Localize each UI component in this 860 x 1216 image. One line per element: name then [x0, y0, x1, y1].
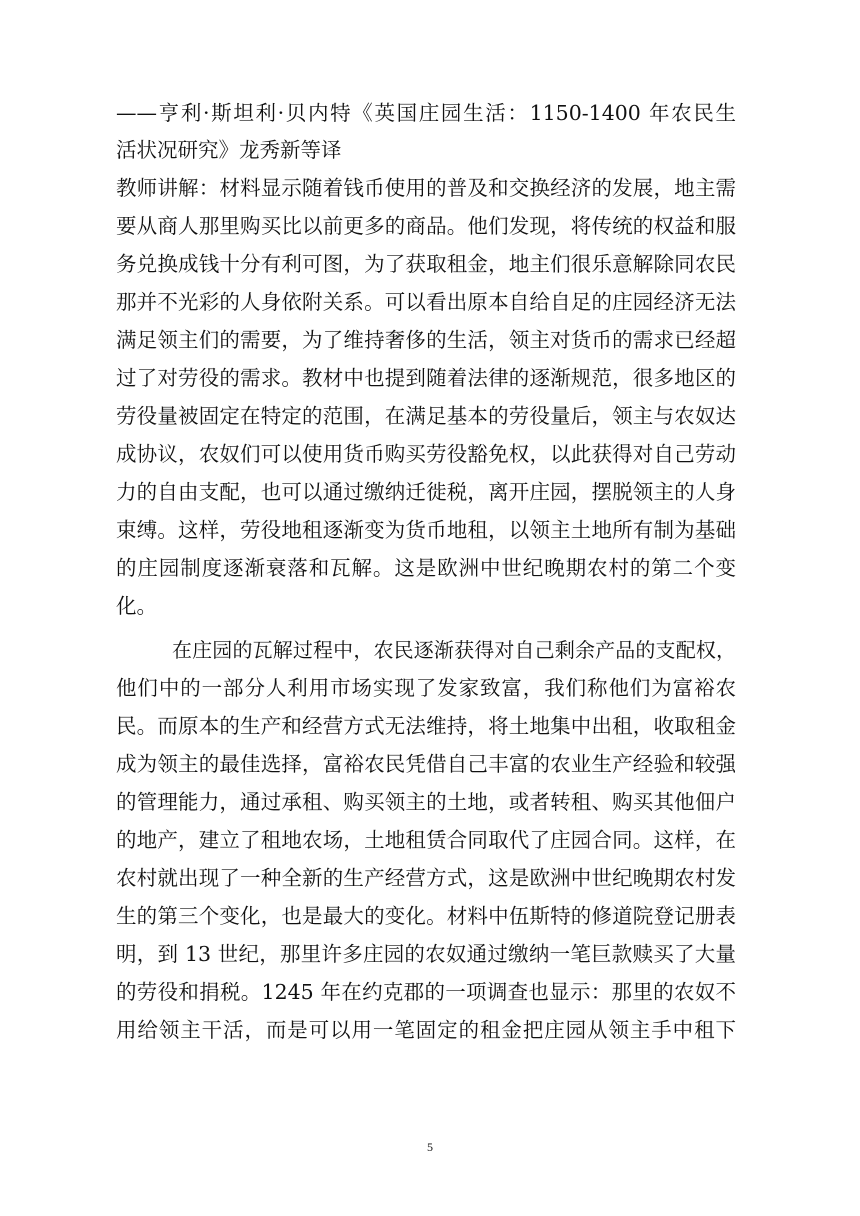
paragraph2-line-10: 的劳役和捐税。1245 年在约克郡的一项调查也显示：那里的农奴不 [116, 980, 736, 1004]
paragraph1-line-3: 务兑换成钱十分有利可图，为了获取租金，地主们很乐意解除同农民 [116, 252, 736, 276]
paragraph2-line-3: 民。而原本的生产和经营方式无法维持，将土地集中出租，收取租金 [116, 714, 736, 738]
paragraph2-line-7: 农村就出现了一种全新的生产经营方式，这是欧洲中世纪晚期农村发 [116, 866, 736, 890]
citation-line-2: 活状况研究》龙秀新等译 [116, 138, 342, 162]
citation-line-1: ——亨利·斯坦利·贝内特《英国庄园生活：1150-1400 年农民生 [116, 101, 736, 125]
paragraph1-line-11: 的庄园制度逐渐衰落和瓦解。这是欧洲中世纪晚期农村的第二个变 [116, 556, 736, 580]
paragraph1-line-9: 力的自由支配，也可以通过缴纳迁徙税，离开庄园，摆脱领主的人身 [116, 480, 736, 504]
paragraph1-line-7: 劳役量被固定在特定的范围，在满足基本的劳役量后，领主与农奴达 [116, 404, 736, 428]
paragraph2-line-9: 明，到 13 世纪，那里许多庄园的农奴通过缴纳一笔巨款赎买了大量 [116, 942, 736, 966]
paragraph2-line-8: 生的第三个变化，也是最大的变化。材料中伍斯特的修道院登记册表 [116, 904, 736, 928]
paragraph2-line-6: 的地产，建立了租地农场，土地租赁合同取代了庄园合同。这样，在 [116, 828, 736, 852]
paragraph1-line-4: 那并不光彩的人身依附关系。可以看出原本自给自足的庄园经济无法 [116, 290, 736, 314]
paragraph1-line-8: 成协议，农奴们可以使用货币购买劳役豁免权，以此获得对自己劳动 [116, 442, 736, 466]
paragraph1-line-6: 过了对劳役的需求。教材中也提到随着法律的逐渐规范，很多地区的 [116, 366, 736, 390]
paragraph2-line-11: 用给领主干活，而是可以用一笔固定的租金把庄园从领主手中租下 [116, 1018, 736, 1042]
paragraph2-line-2: 他们中的一部分人利用市场实现了发家致富，我们称他们为富裕农 [116, 676, 736, 700]
paragraph1-line-5: 满足领主们的需要，为了维持奢侈的生活，领主对货币的需求已经超 [116, 328, 736, 352]
paragraph2-line-4: 成为领主的最佳选择，富裕农民凭借自己丰富的农业生产经验和较强 [116, 752, 736, 776]
paragraph1-line-1: 教师讲解：材料显示随着钱币使用的普及和交换经济的发展，地主需 [116, 176, 736, 200]
paragraph1-line-12: 化。 [116, 594, 157, 618]
paragraph2-line-1: 在庄园的瓦解过程中，农民逐渐获得对自己剩余产品的支配权， [172, 638, 736, 662]
paragraph1-line-2: 要从商人那里购买比以前更多的商品。他们发现，将传统的权益和服 [116, 214, 736, 238]
paragraph1-line-10: 束缚。这样，劳役地租逐渐变为货币地租，以领主土地所有制为基础 [116, 518, 736, 542]
page-number: 5 [427, 1140, 433, 1154]
paragraph2-line-5: 的管理能力，通过承租、购买领主的土地，或者转租、购买其他佃户 [116, 790, 736, 814]
